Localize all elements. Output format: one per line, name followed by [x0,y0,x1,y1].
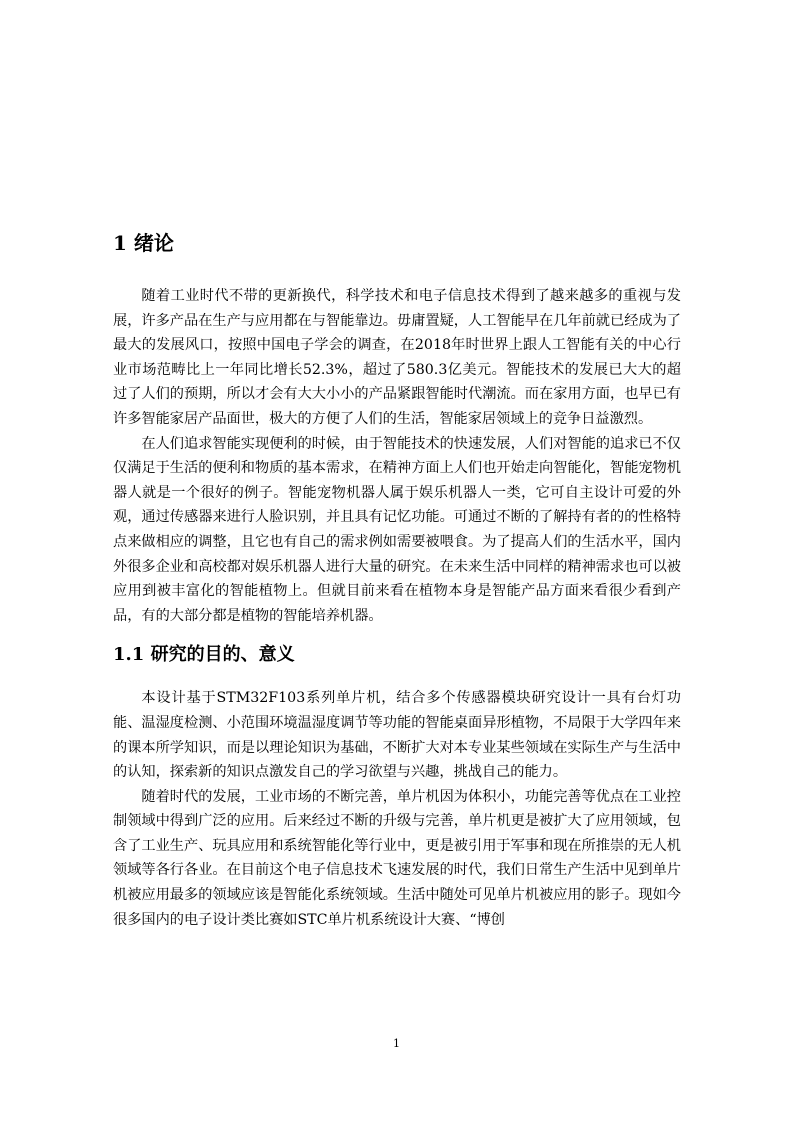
page-body [113,228,681,932]
chapter-heading: 1 绪论 [113,231,174,255]
page-number: 1 [393,1037,400,1050]
section-paragraph-1: 本设计基于STM32F103系列单片机，结合多个传感器模块研究设计一具有台灯功能、温湿度检测、小范围环境温湿度调节等功能的智能桌面异形植物，不局限于大学四年来的课本所学知识，而是以理论知识为基础，不断扩大对本专业某些领域在实际生产与生活中的认知，探索新的知识点激发自己的学习欲望与兴趣，挑战自己的能力。 [113,690,681,781]
section-paragraph-2: 随着时代的发展，工业市场的不断完善，单片机因为体积小，功能完善等优点在工业控制领域中得到广泛的应用。后来经过不断的升级与完善，单片机更是被扩大了应用领域，包含了工业生产、玩具应用和系统智能化等行业中，更是被引用于军事和现在所推崇的无人机领域等各行各业。在目前这个电子信息技术飞速发展的时代，我们日常生产生活中见到单片机被应用最多的领域应该是智能化系统领域。生活中随处可见单片机被应用的影子。现如今很多国内的电子设计类比赛如STC单片机系统设计大赛、“博创 [113,788,681,928]
section-heading: 1.1 研究的目的、意义 [113,644,295,666]
chapter-paragraph-1: 随着工业时代不带的更新换代，科学技术和电子信息技术得到了越来越多的重视与发展，许多产品在生产与应用都在与智能靠边。毋庸置疑，人工智能早在几年前就已经成为了最大的发展风口，按照中国电子学会的调查，在2018年时世界上跟人工智能有关的中心行业市场范畴比上一年同比增长52.3%，超过了580.3亿美元。智能技术的发展已大大的超过了人们的预期，所以才会有大大小小的产品紧跟智能时代潮流。而在家用方面，也早已有许多智能家居产品面世，极大的方便了人们的生活，智能家居领域上的竞争日益激烈。 [113,288,681,427]
chapter-paragraph-2: 在人们追求智能实现便利的时候，由于智能技术的快速发展，人们对智能的追求已不仅仅满足于生活的便利和物质的基本需求，在精神方面上人们也开始走向智能化，智能宠物机器人就是一个很好的例子。智能宠物机器人属于娱乐机器人一类，它可自主设计可爱的外观，通过传感器来进行人脸识别，并且具有记忆功能。可通过不断的了解持有者的的性格特点来做相应的调整，且它也有自己的需求例如需要被喂食。为了提高人们的生活水平，国内外很多企业和高校都对娱乐机器人进行大量的研究。在未来生活中同样的精神需求也可以被应用到被丰富化的智能植物上。但就目前来看在植物本身是智能产品方面来看很少看到产品，有的大部分都是植物的智能培养机器。 [113,435,681,624]
